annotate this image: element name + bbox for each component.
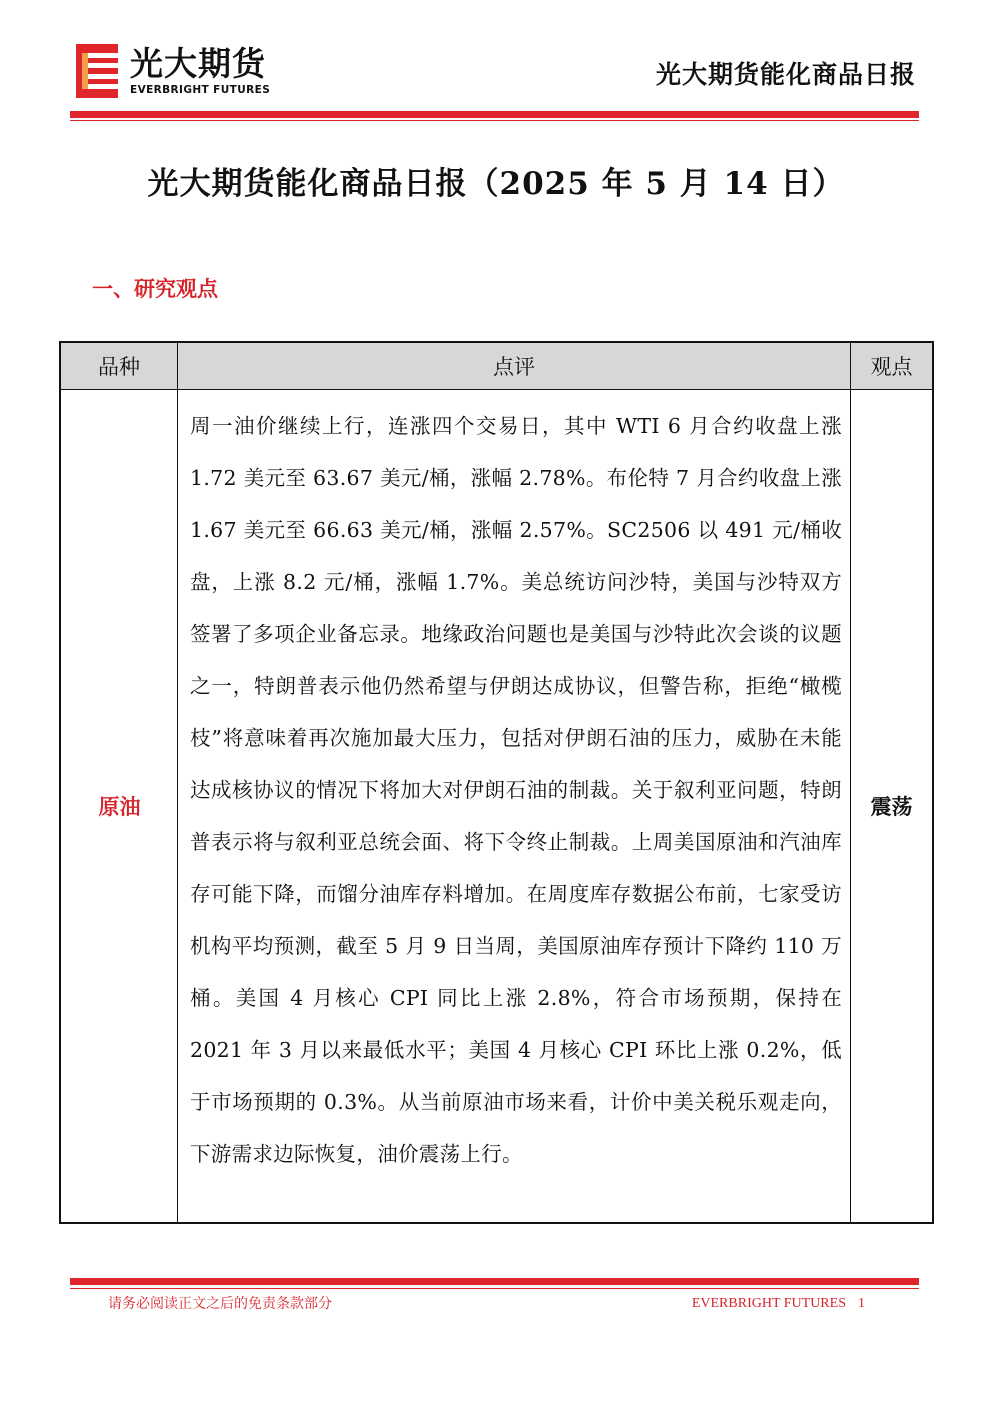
header-divider-thin (70, 120, 919, 121)
logo-english-name: EVERBRIGHT FUTURES (130, 84, 271, 96)
page-header (0, 0, 992, 125)
table-header-comment: 点评 (178, 343, 851, 390)
footer-brand: EVERBRIGHT FUTURES (691, 1296, 846, 1311)
footer-divider-thin (70, 1288, 919, 1289)
header-divider (70, 111, 919, 118)
company-logo (76, 44, 286, 99)
page-number: 1 (858, 1296, 865, 1311)
table-cell-comment: 周一油价继续上行，连涨四个交易日，其中 WTI 6 月合约收盘上涨 1.72 美元至 63.67 美元/桶，涨幅 2.78%。布伦特 7 月合约收盘上涨 1.67 美元至 66.63 美元/桶，涨幅 2.57%。SC2506 以 491 元/桶收盘，上涨 8.2 元/桶，涨幅 1.7%。美总统访问沙特，美国与沙特双方签署了多项企业备忘录。地缘政治问题也是美国与沙特此次会谈的议题之一，特朗普表示他仍然希望与伊朗达成协议，但警告称，拒绝“橄榄枝”将意味着再次施加最大压力，包括对伊朗石油的压力，威胁在未能达成核协议的情况下将加大对伊朗石油的制裁。关于叙利亚问题，特朗普表示将与叙利亚总统会面、将下令终止制裁。上周美国原油和汽油库存可能下降，而馏分油库存料增加。在周度库存数据公布前，七家受访机构平均预测，截至 5 月 9 日当周，美国原油库存预计下降约 110 万桶。美国 4 月核心 CPI 同比上涨 2.8%，符合市场预期，保持在 2021 年 3 月以来最低水平；美国 4 月核心 CPI 环比上涨 0.2%，低于市场预期的 0.3%。从当前原油市场来看，计价中美关税乐观走向，下游需求边际恢复，油价震荡上行。 (190, 414, 842, 1166)
section-heading: 一、研究观点 (92, 276, 218, 301)
everbright-logo-icon (76, 44, 118, 98)
footer-divider (70, 1278, 919, 1285)
document-title: 光大期货能化商品日报（2025 年 5 月 14 日） (147, 166, 845, 202)
table-cell-variety: 原油 (98, 794, 141, 819)
header-title: 光大期货能化商品日报 (655, 60, 916, 89)
table-header-variety: 品种 (61, 343, 178, 390)
research-view-table (59, 341, 934, 1224)
logo-chinese-name: 光大期货 (130, 44, 266, 83)
table-cell-view: 震荡 (870, 794, 913, 819)
footer-disclaimer: 请务必阅读正文之后的免责条款部分 (108, 1296, 332, 1312)
table-header-view: 观点 (851, 343, 932, 390)
